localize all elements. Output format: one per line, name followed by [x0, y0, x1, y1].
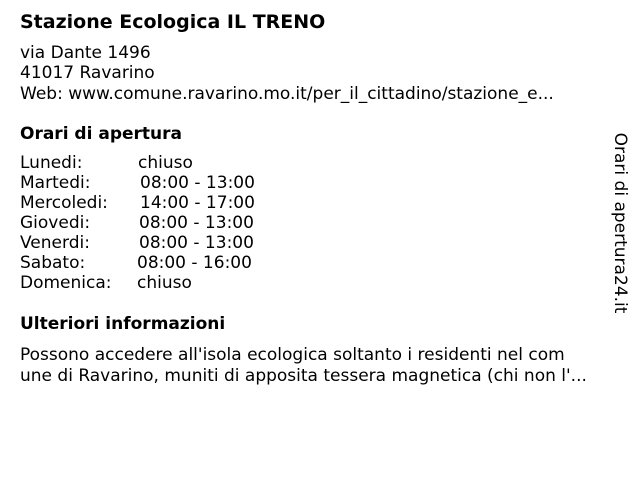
hours-time: 14:00 - 17:00 — [140, 193, 255, 213]
hours-day: Lunedi: — [20, 153, 83, 173]
address-street: via Dante 1496 — [20, 43, 151, 63]
opening-hours-heading: Orari di apertura — [20, 124, 182, 144]
hours-day: Martedi: — [20, 173, 91, 193]
hours-row — [20, 253, 420, 273]
hours-day: Venerdi: — [20, 233, 90, 253]
hours-row — [20, 193, 420, 213]
hours-time: chiuso — [138, 153, 193, 173]
hours-row — [20, 173, 420, 193]
hours-time: 08:00 - 13:00 — [140, 173, 255, 193]
hours-time: chiuso — [137, 273, 192, 293]
hours-row — [20, 233, 420, 253]
hours-day: Giovedi: — [20, 213, 91, 233]
hours-row — [20, 153, 420, 173]
additional-info-text: Possono accedere all'isola ecologica soltanto i residenti nel com — [20, 345, 565, 365]
address-city: 41017 Ravarino — [20, 63, 155, 83]
hours-time: 08:00 - 13:00 — [139, 233, 254, 253]
store-info-card — [20, 0, 610, 480]
side-brand-watermark — [604, 132, 636, 313]
side-brand-text: Orari di apertura24.it — [610, 132, 630, 313]
hours-time: 08:00 - 16:00 — [137, 253, 252, 273]
website-link[interactable]: Web: www.comune.ravarino.mo.it/per_il_cittadino/stazione_e... — [20, 84, 554, 104]
hours-day: Sabato: — [20, 253, 86, 273]
hours-row — [20, 213, 420, 233]
page-title: Stazione Ecologica IL TRENO — [20, 11, 326, 33]
hours-row — [20, 273, 420, 293]
hours-day: Domenica: — [20, 273, 112, 293]
additional-info-heading: Ulteriori informazioni — [20, 314, 226, 334]
hours-time: 08:00 - 13:00 — [139, 213, 254, 233]
hours-day: Mercoledi: — [20, 193, 108, 213]
additional-info-text: une di Ravarino, muniti di apposita tessera magnetica (chi non l'... — [20, 366, 587, 386]
